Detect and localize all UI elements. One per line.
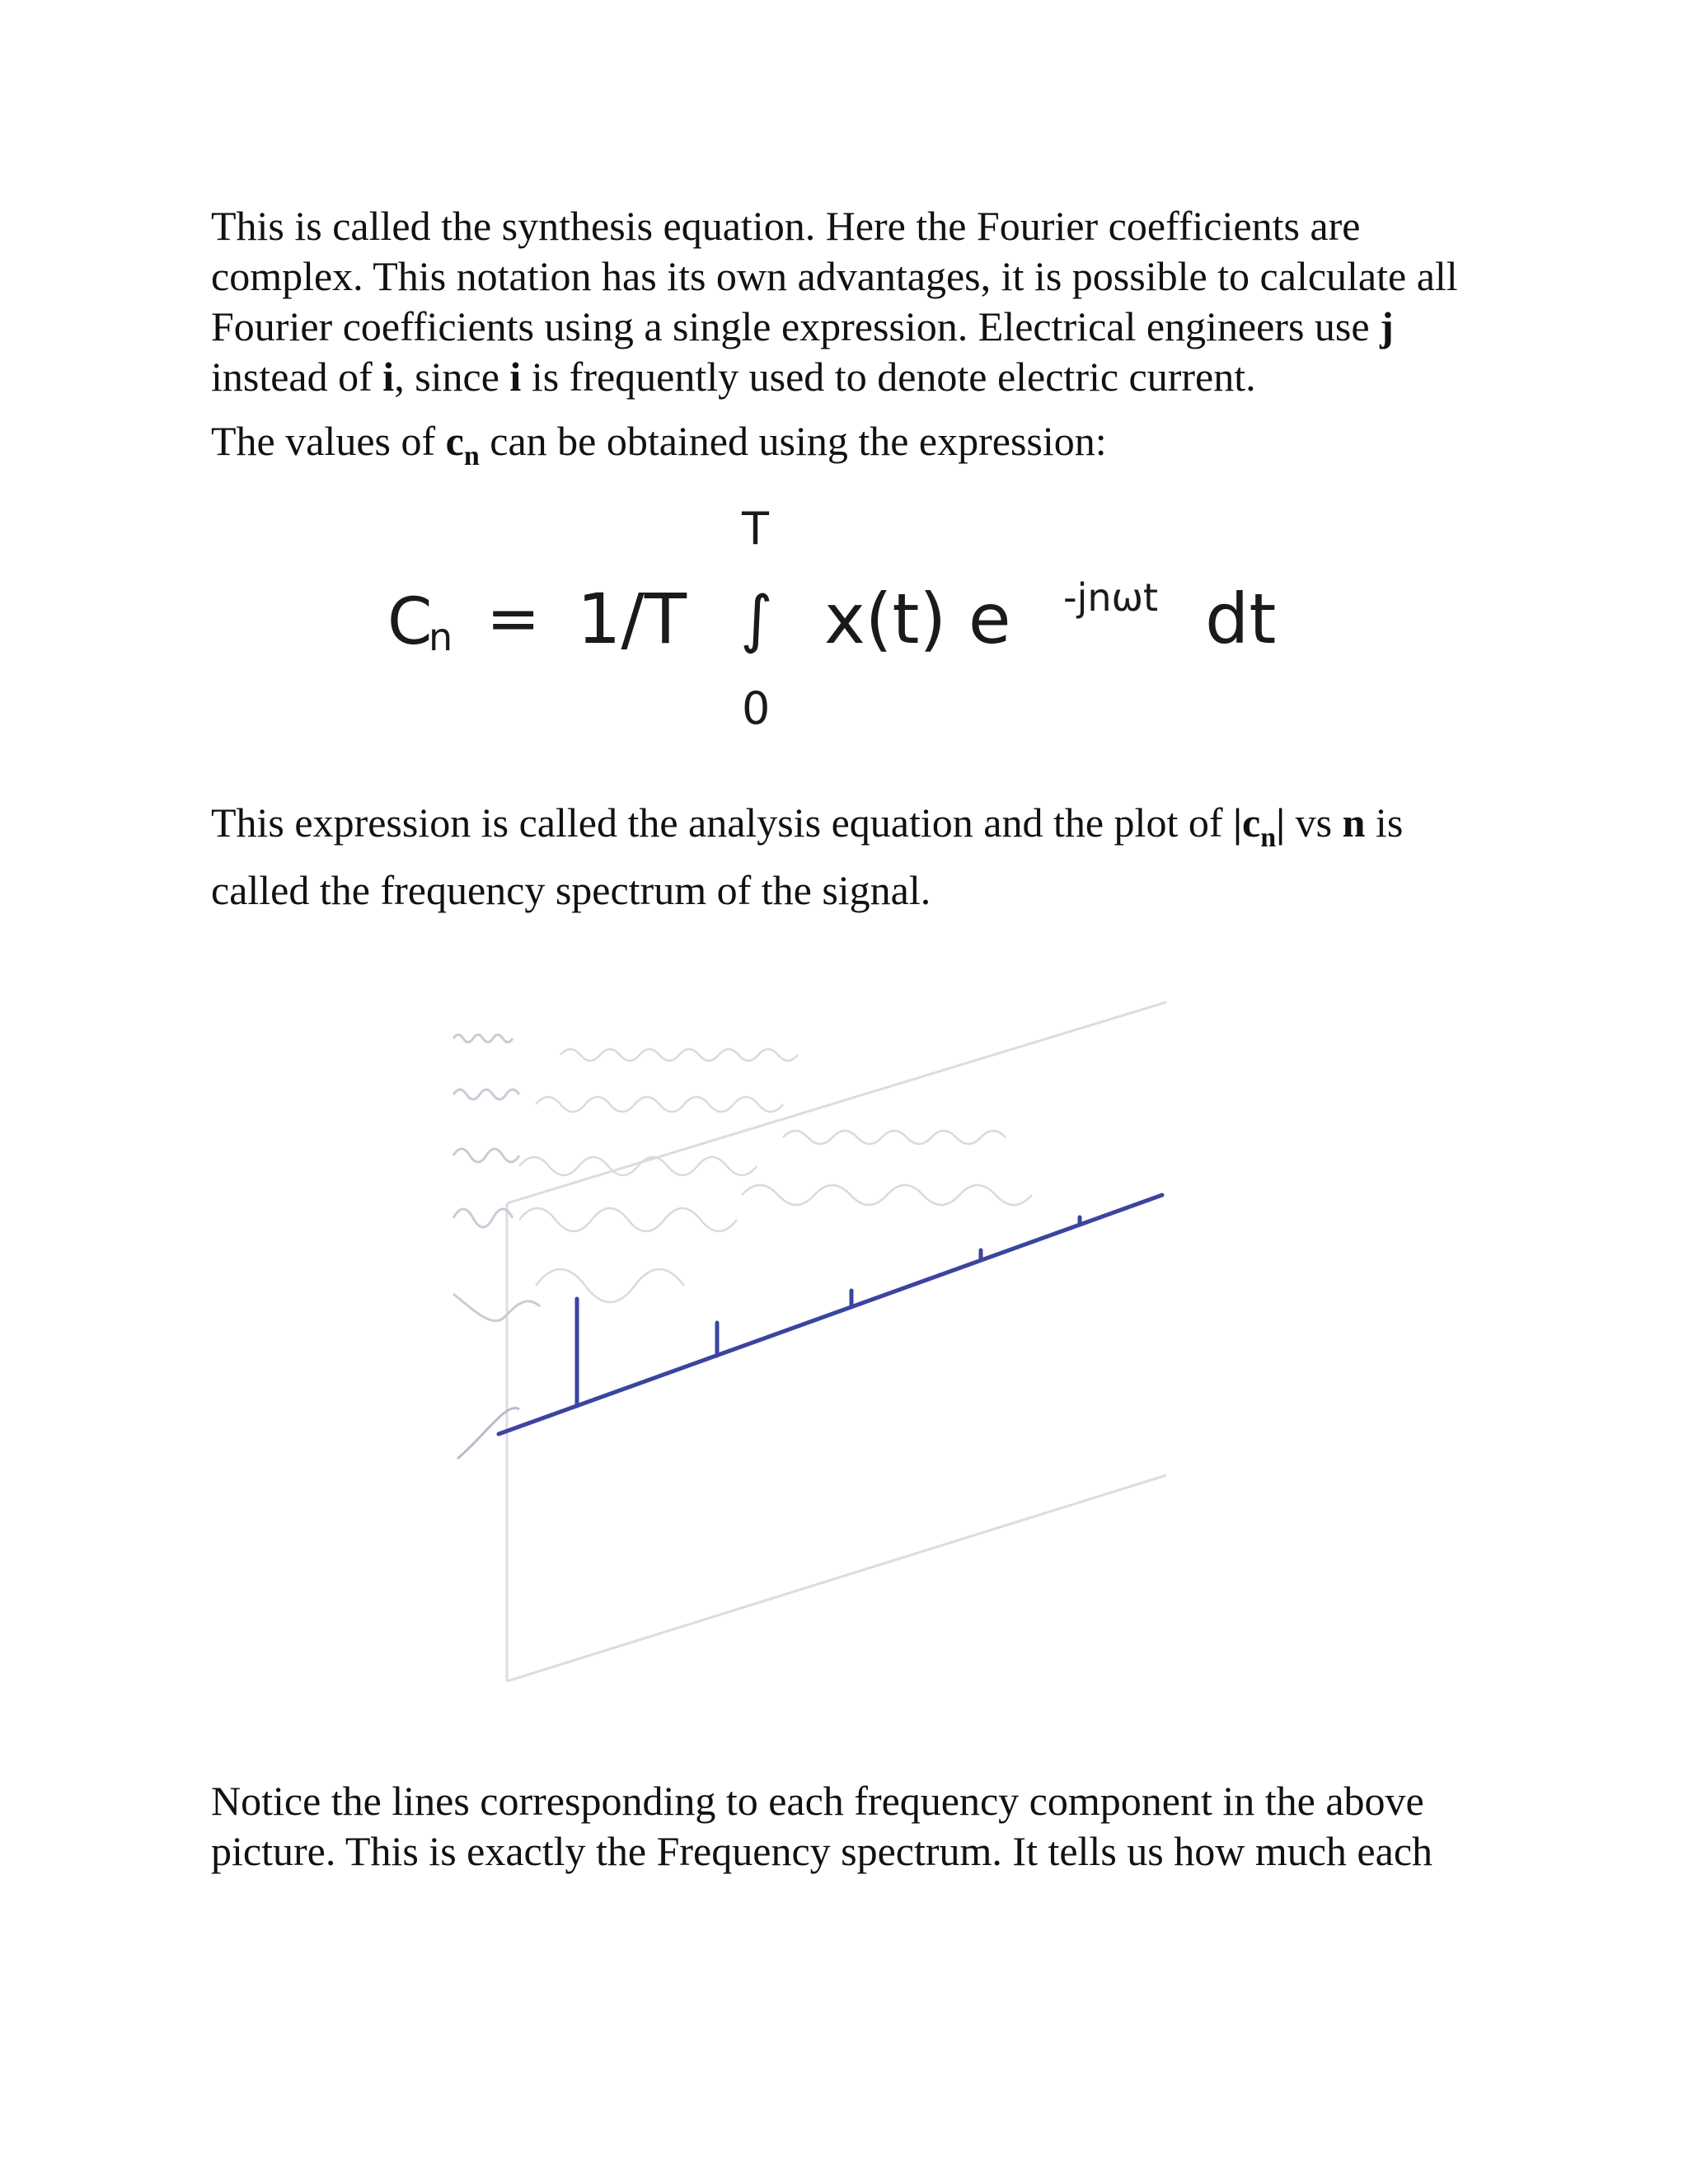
- equation-differential: dt: [1205, 579, 1277, 659]
- text-run: This expression is called the analysis equation and the plot of: [211, 799, 1233, 846]
- text-run: is frequently used to denote electric current.: [521, 354, 1256, 400]
- equation-lhs-subscript: n: [429, 615, 453, 659]
- text-run: vs: [1285, 799, 1343, 846]
- equation-equals: =: [486, 582, 541, 656]
- subscript-n: n: [1260, 823, 1277, 853]
- paragraph-synthesis-equation: [211, 201, 1497, 402]
- bold-symbol-n: n: [1342, 799, 1366, 846]
- text-run: , since: [394, 354, 510, 400]
- bold-abs-c: |c: [1233, 799, 1261, 846]
- bold-symbol-i: i: [509, 354, 522, 400]
- text-run: This is called the synthesis equation. Here the Fourier coefficients are complex. This notation has its own advantages, it is possible to calculate all Fourier coefficients using a single expression. Electrical engineers use: [211, 203, 1458, 349]
- paragraph-analysis-equation: [211, 789, 1497, 924]
- paragraph-values-of-cn: [211, 416, 1497, 471]
- text-run: can be obtained using the expression:: [479, 418, 1107, 464]
- receding-wave: [519, 1157, 757, 1175]
- paragraph-frequency-spectrum: [211, 1776, 1497, 1877]
- equation-upper-limit: T: [742, 503, 769, 555]
- wave-3: [453, 1149, 519, 1162]
- bold-symbol-i: i: [382, 354, 395, 400]
- equation-lhs: C: [387, 585, 433, 659]
- equation-integrand: x(t) e: [824, 579, 1011, 659]
- receding-wave: [742, 1185, 1032, 1205]
- receding-wave: [783, 1131, 1006, 1144]
- receding-wave: [536, 1097, 783, 1112]
- frequency-axis: [499, 1195, 1162, 1434]
- text-run: Notice the lines corresponding to each frequency component in the above picture. This is exactly the Frequency spectrum. It tells us how much each: [211, 1778, 1433, 1874]
- sine-waves: [453, 1035, 540, 1321]
- wave-4: [453, 1090, 519, 1099]
- wave-5: [453, 1035, 513, 1043]
- equation-integral-sign: ∫: [740, 582, 773, 655]
- equation-factor: 1/T: [577, 579, 687, 659]
- text-run: The values of: [211, 418, 446, 464]
- analysis-equation: [387, 503, 1319, 750]
- fourier-spectrum-figure: [429, 981, 1187, 1698]
- receding-wave: [519, 1208, 737, 1231]
- equation-exponent: -jnωt: [1063, 575, 1159, 620]
- frame-plane: [507, 1002, 1166, 1681]
- receding-wave: [560, 1049, 798, 1061]
- wave-2: [453, 1209, 513, 1227]
- bold-abs-close: |: [1276, 799, 1286, 846]
- wave-base: [457, 1408, 519, 1459]
- subscript-n: n: [463, 441, 480, 471]
- bold-symbol-j: j: [1380, 303, 1394, 349]
- text-run: is called the frequency spectrum of the signal.: [211, 799, 1404, 913]
- spectrum-axis-group: [499, 1195, 1162, 1434]
- equation-lower-limit: 0: [742, 682, 771, 734]
- wave-fundamental: [453, 1294, 540, 1321]
- text-run: instead of: [211, 354, 383, 400]
- bold-symbol-c: c: [445, 418, 464, 464]
- receding-wave: [536, 1269, 684, 1302]
